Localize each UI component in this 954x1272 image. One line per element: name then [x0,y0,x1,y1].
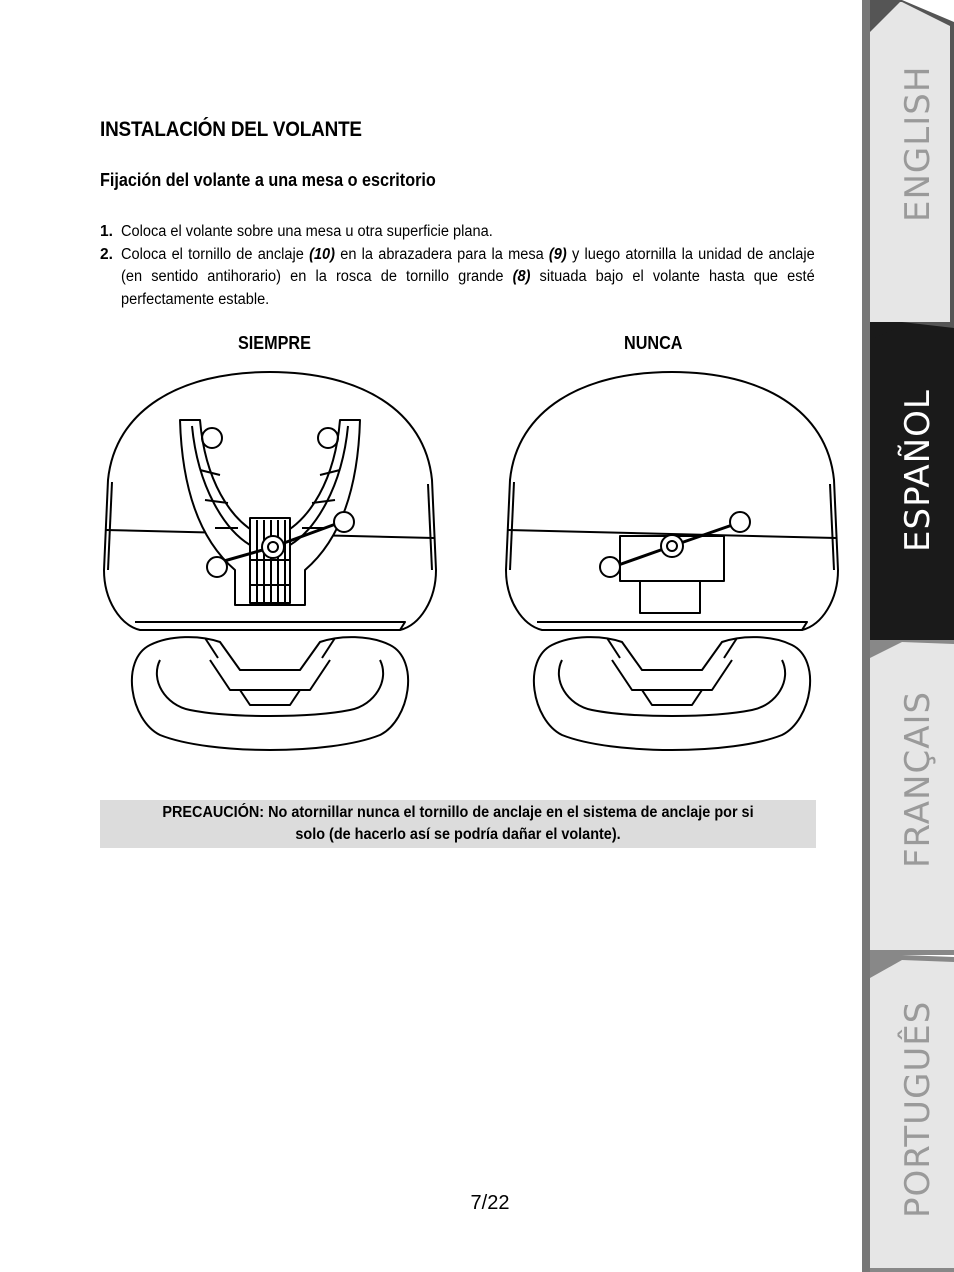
section-subtitle: Fijación del volante a una mesa o escritorio [100,170,436,190]
part-reference: (10) [309,245,336,263]
wheel-clamp-incorrect-illustration [502,360,842,760]
page-number: 7/22 [470,1192,510,1214]
step-number: 1. [100,223,113,240]
part-reference: (9) [548,245,567,263]
step-number: 2. [100,245,113,263]
figure-label-never: NUNCA [624,333,683,353]
list-item [100,221,816,244]
caution-line: PRECAUCIÓN: No atornillar nunca el tornillo de anclaje en el sistema de anclaje por si [162,804,754,821]
step-text-part: Coloca el tornillo de anclaje [121,245,310,263]
tab-espanol[interactable]: ESPAÑOL [898,389,938,552]
step-text-part: y luego atornilla la unidad de anclaje (en sentido antihorario) en la rosca de tornillo grande [121,245,815,285]
instruction-list [100,221,816,311]
wheel-clamp-correct-illustration [100,360,440,760]
step-text-part: situada bajo el volante hasta que esté perfectamente estable. [121,268,815,308]
tab-portugues[interactable]: PORTUGUÊS [898,1000,938,1218]
caution-line: solo (de hacerlo así se podría dañar el volante). [295,826,621,843]
list-item [100,244,816,312]
tab-english[interactable]: ENGLISH [898,65,938,222]
tab-francais[interactable]: FRANÇAIS [898,690,938,868]
step-text-part: en la abrazadera para la mesa [335,245,549,263]
step-text [121,244,815,312]
figure-label-always: SIEMPRE [238,333,311,353]
part-reference: (8) [512,268,531,285]
step-text: Coloca el volante sobre una mesa u otra superficie plana. [121,223,493,240]
caution-box [100,800,816,848]
language-sidebar [862,0,954,1272]
page-title: INSTALACIÓN DEL VOLANTE [100,118,362,141]
